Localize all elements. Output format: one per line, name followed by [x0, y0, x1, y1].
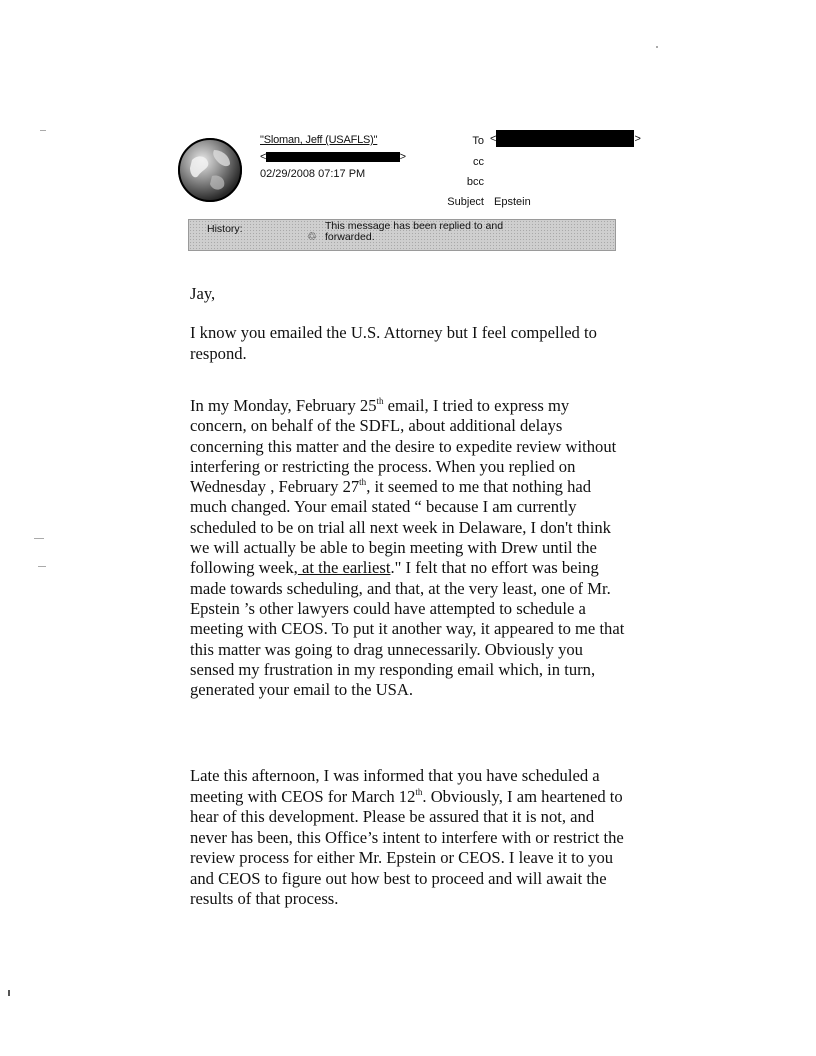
to-address-redacted: [490, 130, 644, 147]
paragraph-2-part-d: ." I felt that no effort was being made towards scheduling, and that, at the very least, one of Mr. Epstein ’s other lawyers could have attempted to schedule a meeting with CEOS. To put it another way, it appeared to me that this matter was going to drag unnecessarily. Obviously you sensed my frustration in my responding email which, in turn, generated your email to the USA.: [190, 558, 625, 700]
paragraph-2-text: [190, 396, 630, 700]
reply-forward-icon: ♲: [307, 231, 317, 243]
bcc-label: bcc: [466, 176, 484, 188]
sent-date: 02/29/2008 07:17 PM: [260, 168, 366, 180]
paragraph-2: [190, 396, 630, 700]
paragraph-2-part-c: , it seemed to me that nothing had much changed. Your email stated “ because I am currently scheduled to be on trial all next week in Delaware, I don't think we will actually be able to begin meeting with Drew until the following week,: [190, 477, 611, 578]
paragraph-2-part-a: In my Monday, February 25: [190, 396, 377, 415]
redaction-block: [496, 130, 634, 147]
to-address-close: >: [634, 132, 641, 145]
cc-label: cc: [473, 156, 484, 168]
paragraph-2-part-b: email, I tried to express my concern, on behalf of the SDFL, about additional delays concerning this matter and the desire to expedite review without interfering or restricting the process. When you replied on Wednesday , February 27: [190, 396, 617, 497]
sender-address-close: >: [399, 150, 406, 163]
to-label: To: [472, 135, 484, 147]
to-address-open: <: [490, 132, 497, 145]
scan-speck: [8, 990, 10, 996]
greeting: Jay,: [190, 284, 216, 303]
paragraph-3: [190, 766, 630, 910]
sender-name: "Sloman, Jeff (USAFLS)": [260, 134, 378, 146]
scan-speck: [34, 538, 44, 539]
scan-speck: [38, 566, 46, 567]
scan-speck: [656, 46, 658, 48]
paragraph-3-part-a: Late this afternoon, I was informed that you have scheduled a meeting with CEOS for March 12: [190, 766, 600, 806]
redaction-block: [266, 152, 399, 162]
superscript: th: [415, 786, 423, 797]
subject-label: Subject: [447, 196, 484, 208]
paragraph-1: [190, 323, 630, 364]
globe-avatar-icon: [178, 138, 242, 202]
paragraph-3-part-b: . Obviously, I am heartened to hear of this development. Please be assured that it is not, and never has been, this Office’s intent to interfere with or restrict the review process for either Mr. Epstein or CEOS. I leave it to you and CEOS to figure out how best to proceed and will await the results of that process.: [190, 786, 624, 908]
paragraph-1-text: I know you emailed the U.S. Attorney but I feel compelled to respond.: [190, 323, 597, 363]
history-text: This message has been replied to and forwarded.: [325, 220, 504, 243]
paragraph-3-text: [190, 766, 630, 910]
underlined-phrase: at the earliest: [297, 558, 391, 578]
sender-address-open: <: [260, 150, 267, 163]
subject-value: Epstein: [494, 196, 531, 208]
sender-address-redacted: [260, 151, 406, 162]
superscript: th: [359, 477, 367, 488]
scan-speck: [40, 130, 46, 131]
history-bar: [188, 219, 616, 251]
superscript: th: [376, 396, 384, 406]
history-label: History:: [207, 223, 243, 235]
